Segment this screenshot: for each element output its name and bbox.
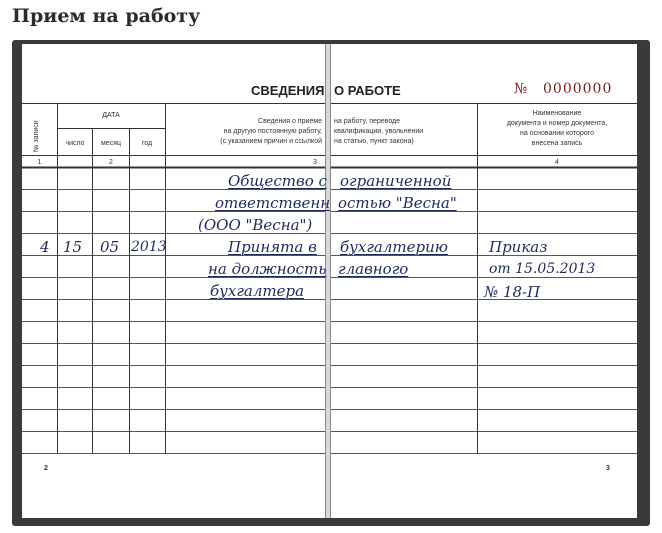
col-doc-3: на основании которого [520, 130, 594, 137]
col-num-3: 3 [313, 159, 317, 166]
entry-record-no: 4 [40, 238, 50, 256]
page-number-right: 3 [606, 465, 610, 472]
form-title-right: О РАБОТЕ [334, 83, 401, 98]
col-num-4: 4 [555, 159, 559, 166]
org-line1-left: Общество с [228, 172, 327, 190]
doc-line2: от 15.05.2013 [489, 261, 596, 277]
org-line2-left: ответственн [215, 194, 331, 212]
org-line3: (ООО "Весна") [198, 216, 313, 234]
entry-text1-right: бухгалтерию [340, 238, 448, 256]
col-info-left-1: Сведения о приеме [258, 118, 322, 125]
col-info-left-2: на другую постоянную работу, [223, 128, 322, 135]
col-month: месяц [100, 140, 121, 147]
doc-line3: № 18-П [484, 283, 541, 301]
col-doc-1: Наименование [532, 110, 582, 117]
col-date: ДАТА [102, 112, 120, 119]
entry-month: 05 [100, 238, 120, 256]
form-title-left: СВЕДЕНИЯ [251, 83, 325, 98]
doc-line1: Приказ [489, 238, 548, 256]
form-number-sign: № [514, 81, 528, 97]
col-record-no: № записи [33, 120, 40, 152]
col-day: число [65, 140, 85, 147]
col-num-2: 2 [109, 159, 113, 166]
col-info-right-1: на работу, переводе [334, 118, 401, 125]
col-info-right-2: квалификации, увольнении [334, 128, 424, 135]
entry-year: 2013 [131, 239, 167, 255]
entry-text2-left: на должность [208, 260, 327, 278]
entry-text3-left: бухгалтера [210, 282, 305, 300]
col-doc-4: внесена запись [531, 140, 583, 147]
entry-text1-left: Принята в [228, 238, 317, 256]
form-number: 0000000 [543, 81, 613, 97]
page-number-left: 2 [44, 465, 48, 472]
col-doc-2: документа и номер документа, [506, 120, 608, 127]
col-info-left-3: (с указанием причин и ссылкой [220, 138, 322, 145]
entry-day: 15 [63, 238, 83, 256]
org-line1-right: ограниченной [340, 172, 452, 190]
col-year: год [141, 140, 153, 147]
col-info-right-3: на статью, пункт закона) [334, 138, 414, 145]
entry-text2-right: главного [338, 260, 409, 278]
page-heading: Прием на работу [12, 5, 201, 27]
col-num-1: 1 [37, 159, 42, 166]
org-line2-right: остью "Весна" [338, 194, 457, 212]
